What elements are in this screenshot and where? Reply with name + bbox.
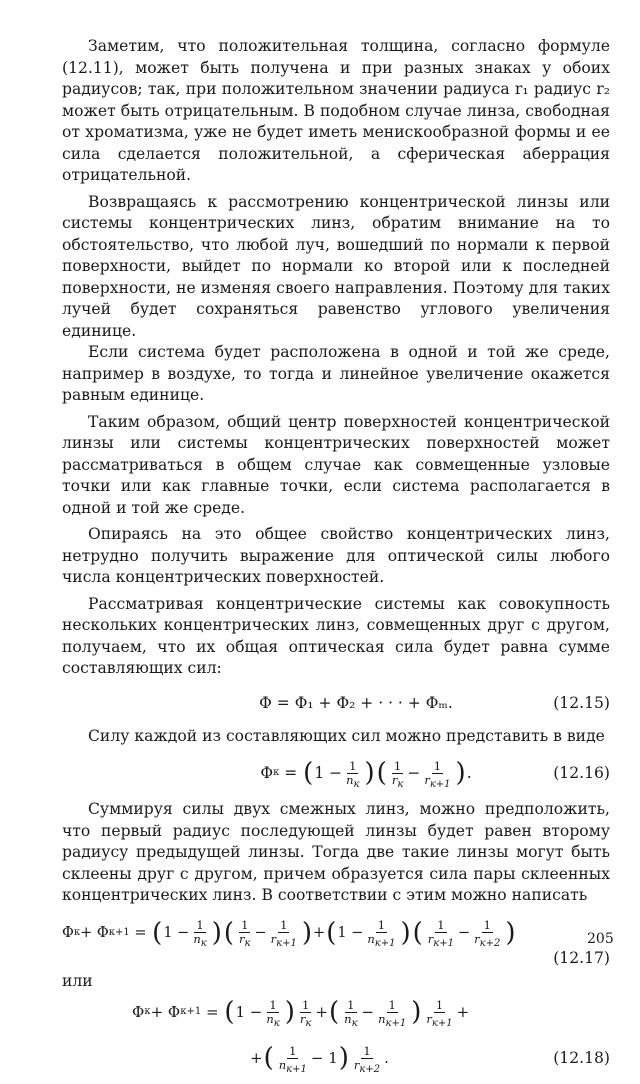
paragraph-5: Опираясь на это общее свойство концентрических линз, нетрудно получить выражение для оптической силы любого числа концентрических поверхностей. <box>62 525 610 586</box>
paragraph-4: Таким образом, общий центр поверхностей концентрической линзы или системы концентрических поверхностей может рассматриваться в общем случае как совмещенные узловые точки или как главные точки, если система располагается в одной и той же среде. <box>62 412 610 517</box>
equation-number: (12.18) <box>553 1049 610 1067</box>
equation-12-18-body-line2: + ( $\frac{1}{n_{к+1}}$ − 1 ) $\frac{1}{r_{к+2}}$ . <box>250 1043 389 1075</box>
equation-12-17 <box>62 913 610 953</box>
equation-12-16 <box>62 753 610 793</box>
paragraph-6: Рассматривая концентрические системы как совокупность нескольких концентрических линз, совмещенных друг с другом, получаем, что их общая оптическая сила будет равна сумме составляющих сил: <box>62 594 610 677</box>
paragraph-1: Заметим, что положительная толщина, согласно формуле (12.11), может быть получена и при разных знаках у обоих радиусов; так, при положительном значении радиуса r₁ радиус r₂ может быть отрицательным. В подобном случае линза, свободная от хроматизма, уже не будет иметь менискообразной формы и ее сила сделается положительной, а сферическая аберрация отрицательной. <box>62 37 610 184</box>
equation-number: (12.15) <box>553 693 610 712</box>
equation-12-15-body: Φ = Φ₁ + Φ₂ + · · · + Φₘ. <box>259 693 453 712</box>
equation-number: (12.16) <box>553 764 610 782</box>
paragraph-7: Силу каждой из составляющих сил можно представить в виде <box>88 726 605 745</box>
equation-12-18-line1 <box>62 992 610 1032</box>
word-or: или <box>62 971 93 990</box>
equation-12-16-body: Φ к = ( 1 − $\frac{1}{n_к}$ ) ( $\frac{1}{r_к}$ − $\frac{1}{r_{к+1}}$ ) . <box>260 758 472 790</box>
page-number: 205 <box>587 931 614 947</box>
equation-12-17-body: Φ к + Φ к+1 = ( 1 − $\frac{1}{n_к}$ ) ( $\frac{1}{r_к}$ − $\frac{1}{r_{к+1}}$ ) + ( 1 − $\frac{1}{n_{к+1}}$ ) ( $\frac{1}{r_{к+1}}$ − $\frac{1}{r_{к+2}}$ ) <box>62 917 516 949</box>
paragraph-8: Суммируя силы двух смежных линз, можно предположить, что первый радиус последующей линзы будет равен второму радиусу предыдущей линзы. Тогда две такие линзы могут быть склеены друг с другом, причем образуется сила пары склеенных концентрических линз. В соответствии с этим можно написать <box>62 800 610 904</box>
equation-12-18-line2 <box>62 1038 610 1078</box>
paragraph-2: Возвращаясь к рассмотрению концентрической линзы или системы концентрических линз, обратим внимание на то обстоятельство, что любой луч, вошедший по нормали к первой поверхности, выйдет по нормали ко второй или к последней поверхности, не изменяя своего направления. Поэтому для таких лучей будет сохраняться равенство углового увеличения единице. <box>62 192 610 340</box>
page-body <box>62 36 610 1084</box>
paragraph-3: Если система будет расположена в одной и той же среде, например в воздухе, то тогда и линейное увеличение окажется равным единице. <box>62 343 610 404</box>
equation-12-18-body-line1: Φ к + Φ к+1 = ( 1 − $\frac{1}{n_к}$ ) $\frac{1}{r_к}$ + ( $\frac{1}{n_к}$ − $\frac{1}{n_{к+1}}$ ) $\frac{1}{r_{к+1}}$ + <box>132 997 470 1029</box>
equation-12-15 <box>62 686 610 720</box>
equation-number: (12.17) <box>553 948 610 967</box>
